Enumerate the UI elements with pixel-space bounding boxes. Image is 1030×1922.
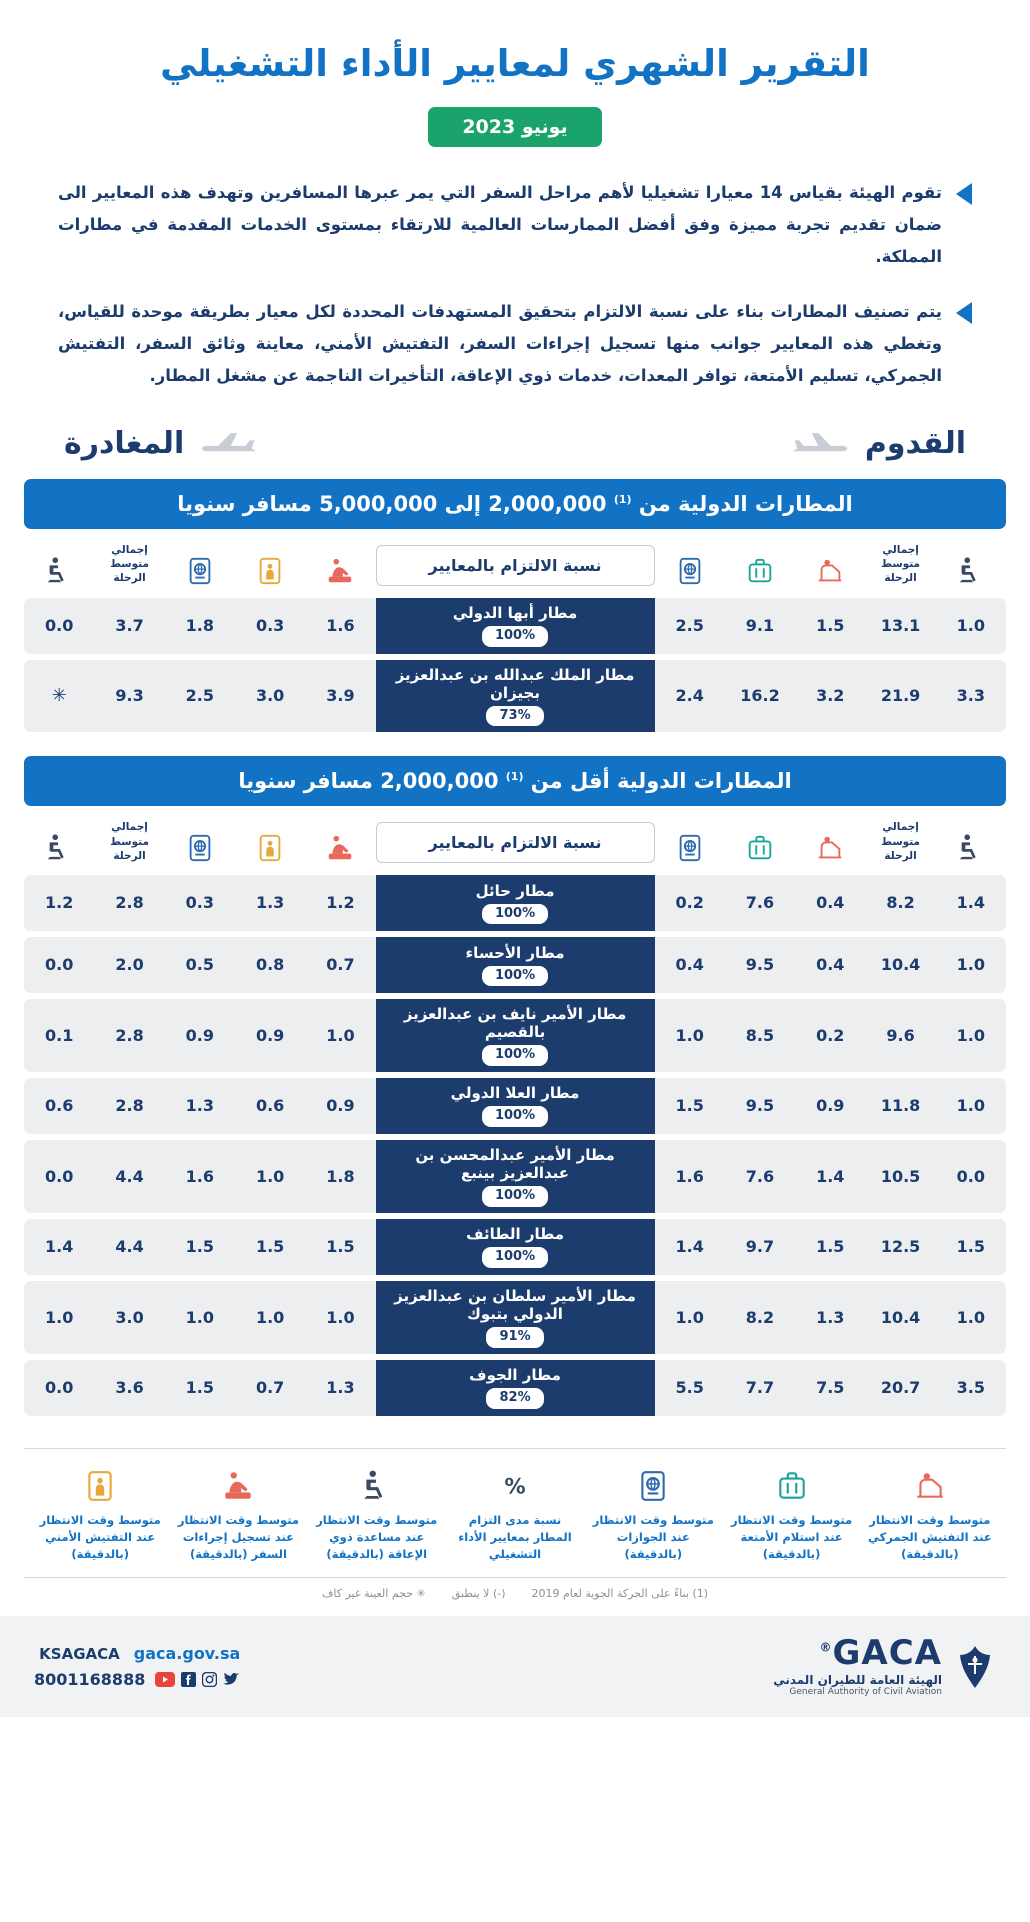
arrival-metric-cell: 1.3: [795, 1281, 865, 1354]
arrival-metric-cell: 7.6: [725, 1140, 795, 1213]
arrival-metric-cell: 3.3: [936, 660, 1006, 733]
departure-metric-cell: 1.6: [305, 598, 375, 654]
compliance-header-label: نسبة الالتزام بالمعايير: [376, 545, 655, 586]
departure-metric-cell: 3.9: [305, 660, 375, 733]
legend-item-label: متوسط وقت الانتظار عند التفتيش الأمني (بالدقيقة): [39, 1512, 161, 1562]
security-screening-icon: [235, 825, 305, 863]
legend-item-label: متوسط وقت الانتظار عند مساعدة ذوي الإعاقة (بالدقيقة): [316, 1512, 438, 1562]
arrival-metric-cell: 1.5: [936, 1219, 1006, 1275]
passport-icon: [587, 1465, 719, 1507]
column-header-customs-inspection-icon: [795, 820, 865, 869]
departure-metric-cell: 4.4: [94, 1140, 164, 1213]
departure-metric-cell: 4.4: [94, 1219, 164, 1275]
compliance-percentage: 100%: [482, 904, 548, 925]
airport-name: مطار أبها الدولي: [452, 604, 578, 623]
section-banner: [24, 479, 1006, 529]
airport-compliance-cell: [376, 660, 655, 733]
page-title: التقرير الشهري لمعايير الأداء التشغيلي: [160, 42, 870, 85]
departure-metric-cell: 1.8: [165, 598, 235, 654]
contact-line-2: [34, 1670, 240, 1689]
baggage-claim-icon: [725, 1465, 857, 1507]
insufficient-sample-mark: ✳: [51, 685, 67, 707]
legend-item: [449, 1465, 581, 1564]
section-banner: [24, 756, 1006, 806]
table-row: [24, 1219, 1006, 1275]
gaca-english-name: General Authority of Civil Aviation: [789, 1687, 942, 1698]
total-avg-label: إجمالي متوسط الرحلة: [881, 544, 921, 585]
performance-table: [24, 814, 1006, 1421]
arrival-metric-cell: 1.0: [936, 598, 1006, 654]
section-title-prefix: المطارات الدولية من: [638, 492, 853, 517]
departure-metric-cell: 0.6: [24, 1078, 94, 1134]
departure-metric-cell: 3.0: [235, 660, 305, 733]
column-header-total-avg: [94, 543, 164, 592]
table-row: [24, 1360, 1006, 1416]
departure-metric-cell: 0.9: [235, 999, 305, 1072]
departure-metric-cell: 0.5: [165, 937, 235, 993]
month-badge: يونيو 2023: [428, 107, 601, 147]
arrival-metric-cell: 1.4: [655, 1219, 725, 1275]
accessibility-icon: [24, 548, 94, 586]
departure-metric-cell: 1.5: [165, 1360, 235, 1416]
social-icons[interactable]: [155, 1672, 240, 1687]
arrival-metric-cell: 2.4: [655, 660, 725, 733]
departure-metric-cell: 2.8: [94, 999, 164, 1072]
table-row: [24, 598, 1006, 654]
table-row: [24, 937, 1006, 993]
accessibility-icon: [936, 548, 1006, 586]
column-header-passport-icon: [165, 820, 235, 869]
checkin-icon: [305, 548, 375, 586]
twitter-icon: [223, 1672, 240, 1687]
airport-name: مطار الطائف: [466, 1225, 564, 1244]
accessibility-icon: [24, 825, 94, 863]
legend-item: [725, 1465, 857, 1564]
registered-mark: ®: [819, 1641, 833, 1656]
table-header-row: [24, 543, 1006, 592]
column-header-checkin-icon: [305, 820, 375, 869]
departure-metric-cell: 0.0: [24, 937, 94, 993]
section-title-prefix: المطارات الدولية أقل من: [530, 769, 792, 794]
airport-compliance-cell: [376, 999, 655, 1072]
arrow-bullet-icon: [956, 302, 972, 324]
gaca-logo-text: [773, 1633, 942, 1698]
passport-icon: [165, 825, 235, 863]
arrival-metric-cell: 7.7: [725, 1360, 795, 1416]
arrival-metric-cell: 7.6: [725, 875, 795, 931]
arrival-metric-cell: 1.0: [936, 937, 1006, 993]
legend-section: [24, 1448, 1006, 1601]
departure-metric-cell: 1.3: [235, 875, 305, 931]
table-row: [24, 660, 1006, 733]
departure-metric-cell: 1.2: [305, 875, 375, 931]
accessibility-icon: [936, 825, 1006, 863]
departure-metric-cell: 1.5: [305, 1219, 375, 1275]
departure-metric-cell: 0.6: [235, 1078, 305, 1134]
contact-line-1: [34, 1644, 240, 1663]
footnote-sample: ✳ حجم العينة غير كاف: [321, 1587, 426, 1601]
footer-contact: [34, 1644, 240, 1689]
arrival-metric-cell: 7.5: [795, 1360, 865, 1416]
airport-name: مطار حائل: [475, 881, 555, 900]
arrow-bullet-icon: [956, 183, 972, 205]
plane-departure-icon: [200, 427, 258, 461]
departure-metric-cell: 2.0: [94, 937, 164, 993]
compliance-percentage: 100%: [482, 1045, 548, 1066]
column-header-accessibility-icon: [936, 820, 1006, 869]
arrival-metric-cell: 8.5: [725, 999, 795, 1072]
compliance-header-label: نسبة الالتزام بالمعايير: [376, 822, 655, 863]
column-header-total-avg: [94, 820, 164, 869]
airport-name: مطار العلا الدولي: [450, 1084, 580, 1103]
arrival-metric-cell: 9.1: [725, 598, 795, 654]
column-header-security-screening-icon: [235, 820, 305, 869]
compliance-percentage: 91%: [486, 1327, 543, 1348]
departure-metric-cell: 3.6: [94, 1360, 164, 1416]
airport-compliance-cell: [376, 1219, 655, 1275]
column-header-compliance: [376, 820, 655, 869]
percent-icon: [449, 1465, 581, 1507]
departure-metric-cell: 0.0: [24, 1140, 94, 1213]
arrival-metric-cell: 3.2: [795, 660, 865, 733]
arrival-metric-cell: 10.4: [865, 1281, 935, 1354]
accessibility-icon: [311, 1465, 443, 1507]
checkin-icon: [305, 825, 375, 863]
gaca-logo-mark-icon: [954, 1644, 996, 1690]
arrival-metric-cell: 10.5: [865, 1140, 935, 1213]
arrival-metric-cell: 2.5: [655, 598, 725, 654]
arrival-metric-cell: 0.2: [795, 999, 865, 1072]
departure-metric-cell: 0.1: [24, 999, 94, 1072]
social-handle: KSAGACA: [39, 1644, 120, 1663]
column-header-accessibility-icon: [24, 820, 94, 869]
section-title-range: 2,000,000 إلى 5,000,000 مسافر سنويا: [177, 492, 607, 517]
instagram-icon: [202, 1672, 217, 1687]
website-link[interactable]: gaca.gov.sa: [133, 1644, 241, 1664]
compliance-percentage: 100%: [482, 1186, 548, 1207]
departure-metric-cell: 0.3: [235, 598, 305, 654]
airport-compliance-cell: [376, 1140, 655, 1213]
svg-text:%: %: [504, 1474, 526, 1500]
arrival-metric-cell: 1.0: [655, 1281, 725, 1354]
departure-metric-cell: 3.7: [94, 598, 164, 654]
departure-metric-cell: 1.6: [165, 1140, 235, 1213]
compliance-percentage: 100%: [482, 1247, 548, 1268]
compliance-percentage: 82%: [486, 1388, 543, 1409]
column-header-total-avg: [865, 820, 935, 869]
arrival-metric-cell: 1.0: [936, 1078, 1006, 1134]
table-row: [24, 1078, 1006, 1134]
arrival-metric-cell: 0.4: [795, 875, 865, 931]
plane-arrival-icon: [791, 427, 849, 461]
airport-name: مطار الملك عبدالله بن عبدالعزيز بجيزان: [395, 665, 635, 702]
airport-name: مطار الأمير عبدالمحسن بن عبدالعزيز بينبع: [415, 1145, 615, 1182]
page-footer: [0, 1616, 1030, 1717]
departure-metric-cell: 1.4: [24, 1219, 94, 1275]
total-avg-label: إجمالي متوسط الرحلة: [881, 821, 921, 862]
column-header-security-screening-icon: [235, 543, 305, 592]
arrival-metric-cell: 0.0: [936, 1140, 1006, 1213]
departure-metric-cell: 1.5: [235, 1219, 305, 1275]
total-avg-label: إجمالي متوسط الرحلة: [110, 544, 150, 585]
arrival-metric-cell: 9.6: [865, 999, 935, 1072]
airport-compliance-cell: [376, 875, 655, 931]
arrival-metric-cell: 9.5: [725, 937, 795, 993]
departure-metric-cell: 1.3: [305, 1360, 375, 1416]
arrival-metric-cell: 0.2: [655, 875, 725, 931]
table-row: [24, 1140, 1006, 1213]
passport-icon: [655, 825, 725, 863]
arrival-metric-cell: 1.5: [795, 598, 865, 654]
baggage-claim-icon: [725, 548, 795, 586]
arrival-metric-cell: 1.0: [936, 1281, 1006, 1354]
arrival-metric-cell: 9.5: [725, 1078, 795, 1134]
column-header-accessibility-icon: [24, 543, 94, 592]
customs-inspection-icon: [864, 1465, 996, 1507]
arrival-metric-cell: 1.4: [936, 875, 1006, 931]
compliance-percentage: 100%: [482, 966, 548, 987]
airport-compliance-cell: [376, 937, 655, 993]
intro-paragraph-2: [58, 296, 972, 393]
departure-label: المغادرة: [64, 426, 185, 462]
youtube-icon: [155, 1672, 175, 1687]
total-avg-label: إجمالي متوسط الرحلة: [110, 821, 150, 862]
arrival-metric-cell: 13.1: [865, 598, 935, 654]
intro-paragraph-2-text: يتم تصنيف المطارات بناء على نسبة الالتزام بتحقيق المستهدفات المحددة لكل معيار بطريقة موحدة للقياس، وتغطي هذه المعايير جوانب منها تسجيل إجراءات السفر، التفتيش الأمني، معاينة وثائق السفر، التفتيش الجمركي، تسليم الأمتعة، توافر المعدات، خدمات ذوي الإعاقة، التأخيرات الناجمة عن مشغل المطار.: [58, 301, 942, 385]
performance-table: [24, 537, 1006, 738]
departure-metric-cell: [24, 660, 94, 733]
airport-compliance-cell: [376, 598, 655, 654]
departure-metric-cell: 1.2: [24, 875, 94, 931]
column-header-accessibility-icon: [936, 543, 1006, 592]
sections-root: [24, 479, 1006, 1422]
legend-items: [24, 1449, 1006, 1578]
intro-section: [24, 177, 1006, 392]
table-row: [24, 999, 1006, 1072]
arrival-metric-cell: 11.8: [865, 1078, 935, 1134]
arrival-metric-cell: 20.7: [865, 1360, 935, 1416]
intro-paragraph-1: [58, 177, 972, 274]
arrival-metric-cell: 3.5: [936, 1360, 1006, 1416]
departure-metric-cell: 2.5: [165, 660, 235, 733]
arrival-metric-cell: 0.4: [795, 937, 865, 993]
facebook-icon: [181, 1672, 196, 1687]
airport-name: مطار الأمير نايف بن عبدالعزيز بالقصيم: [403, 1004, 627, 1041]
legend-item-label: متوسط وقت الانتظار عند الجوازات (بالدقيقة): [592, 1512, 714, 1562]
legend-item-label: متوسط وقت الانتظار عند تسجيل إجراءات السفر (بالدقيقة): [177, 1512, 300, 1562]
arrival-metric-cell: 8.2: [865, 875, 935, 931]
column-header-passport-icon: [655, 820, 725, 869]
departure-metric-cell: 1.0: [235, 1140, 305, 1213]
legend-item: [172, 1465, 304, 1564]
legend-item: [864, 1465, 996, 1564]
departure-metric-cell: 3.0: [94, 1281, 164, 1354]
section-title-footnote: (1): [505, 770, 524, 784]
arrival-metric-cell: 5.5: [655, 1360, 725, 1416]
security-screening-icon: [235, 548, 305, 586]
column-header-baggage-claim-icon: [725, 543, 795, 592]
departure-metric-cell: 0.9: [165, 999, 235, 1072]
airport-name: مطار الأحساء: [465, 943, 565, 962]
arrival-metric-cell: 1.6: [655, 1140, 725, 1213]
gaca-arabic-name: الهيئة العامة للطيران المدني: [773, 1673, 942, 1688]
section-1: [24, 479, 1006, 738]
arrival-metric-cell: 12.5: [865, 1219, 935, 1275]
arrival-metric-cell: 1.4: [795, 1140, 865, 1213]
section-title-footnote: (1): [613, 493, 632, 507]
arrival-metric-cell: 9.7: [725, 1219, 795, 1275]
table-header-row: [24, 820, 1006, 869]
gaca-logo: [773, 1633, 996, 1698]
airport-compliance-cell: [376, 1281, 655, 1354]
departure-metric-cell: 1.5: [165, 1219, 235, 1275]
legend-item: [311, 1465, 443, 1564]
departure-metric-cell: 0.7: [235, 1360, 305, 1416]
column-header-compliance: [376, 543, 655, 592]
arrival-metric-cell: 1.5: [655, 1078, 725, 1134]
legend-item-label: متوسط وقت الانتظار عند التفتيش الجمركي (بالدقيقة): [867, 1512, 992, 1562]
departure-metric-cell: 1.0: [165, 1281, 235, 1354]
passport-icon: [165, 548, 235, 586]
departure-metric-cell: 2.8: [94, 875, 164, 931]
direction-headings: [24, 426, 1006, 461]
departure-metric-cell: 0.7: [305, 937, 375, 993]
arrival-metric-cell: 1.0: [936, 999, 1006, 1072]
arrival-metric-cell: 0.4: [655, 937, 725, 993]
departure-metric-cell: 0.0: [24, 598, 94, 654]
compliance-percentage: 100%: [482, 1106, 548, 1127]
phone-number: 8001168888: [34, 1670, 146, 1690]
airport-compliance-cell: [376, 1078, 655, 1134]
column-header-passport-icon: [165, 543, 235, 592]
airport-compliance-cell: [376, 1360, 655, 1416]
departure-metric-cell: 0.3: [165, 875, 235, 931]
departure-metric-cell: 1.3: [165, 1078, 235, 1134]
footnote-basis: (1) بناءً على الحركة الجوية لعام 2019: [531, 1587, 709, 1601]
legend-item-label: متوسط وقت الانتظار عند استلام الأمتعة (بالدقيقة): [730, 1512, 853, 1562]
table-row: [24, 1281, 1006, 1354]
footnotes: [24, 1577, 1006, 1600]
departure-metric-cell: 1.0: [235, 1281, 305, 1354]
departure-metric-cell: 2.8: [94, 1078, 164, 1134]
arrival-metric-cell: 1.5: [795, 1219, 865, 1275]
departure-metric-cell: 0.8: [235, 937, 305, 993]
compliance-percentage: 73%: [486, 706, 543, 727]
customs-inspection-icon: [795, 548, 865, 586]
compliance-percentage: 100%: [482, 626, 548, 647]
gaca-wordmark: GACA®: [819, 1633, 942, 1674]
airport-name: مطار الأمير سلطان بن عبدالعزيز الدولي بتبوك: [394, 1286, 636, 1323]
checkin-icon: [172, 1465, 304, 1507]
arrival-metric-cell: 8.2: [725, 1281, 795, 1354]
departure-metric-cell: 0.0: [24, 1360, 94, 1416]
baggage-claim-icon: [725, 825, 795, 863]
departure-metric-cell: 0.9: [305, 1078, 375, 1134]
departure-metric-cell: 1.0: [24, 1281, 94, 1354]
departure-metric-cell: 9.3: [94, 660, 164, 733]
arrival-metric-cell: 0.9: [795, 1078, 865, 1134]
table-row: [24, 875, 1006, 931]
column-header-customs-inspection-icon: [795, 543, 865, 592]
legend-item-label: نسبة مدى التزام المطار بمعايير الأداء التشغيلي: [458, 1512, 572, 1562]
arrival-metric-cell: 16.2: [725, 660, 795, 733]
departure-metric-cell: 1.0: [305, 1281, 375, 1354]
footnote-not-applicable: (-) لا ينطبق: [451, 1587, 506, 1601]
customs-inspection-icon: [795, 825, 865, 863]
departure-metric-cell: 1.8: [305, 1140, 375, 1213]
column-header-total-avg: [865, 543, 935, 592]
arrival-label: القدوم: [864, 426, 966, 462]
arrival-metric-cell: 1.0: [655, 999, 725, 1072]
section-2: [24, 756, 1006, 1421]
legend-item: [587, 1465, 719, 1564]
section-title-range: 2,000,000 مسافر سنويا: [238, 769, 499, 794]
legend-item: [34, 1465, 166, 1564]
column-header-baggage-claim-icon: [725, 820, 795, 869]
arrival-heading: [791, 426, 966, 461]
security-screening-icon: [34, 1465, 166, 1507]
arrival-metric-cell: 21.9: [865, 660, 935, 733]
arrival-metric-cell: 10.4: [865, 937, 935, 993]
departure-metric-cell: 1.0: [305, 999, 375, 1072]
passport-icon: [655, 548, 725, 586]
column-header-passport-icon: [655, 543, 725, 592]
column-header-checkin-icon: [305, 543, 375, 592]
month-badge-wrap: [24, 107, 1006, 147]
departure-heading: [64, 426, 258, 461]
airport-name: مطار الجوف: [469, 1366, 561, 1385]
intro-paragraph-1-text: تقوم الهيئة بقياس 14 معيارا تشغيليا لأهم مراحل السفر التي يمر عبرها المسافرين وتهدف هذه المعايير الى ضمان تقديم تجربة مميزة وفق أفضل الممارسات العالمية للارتقاء بمستوى الخدمات المقدمة في مطارات المملكة.: [58, 183, 942, 267]
